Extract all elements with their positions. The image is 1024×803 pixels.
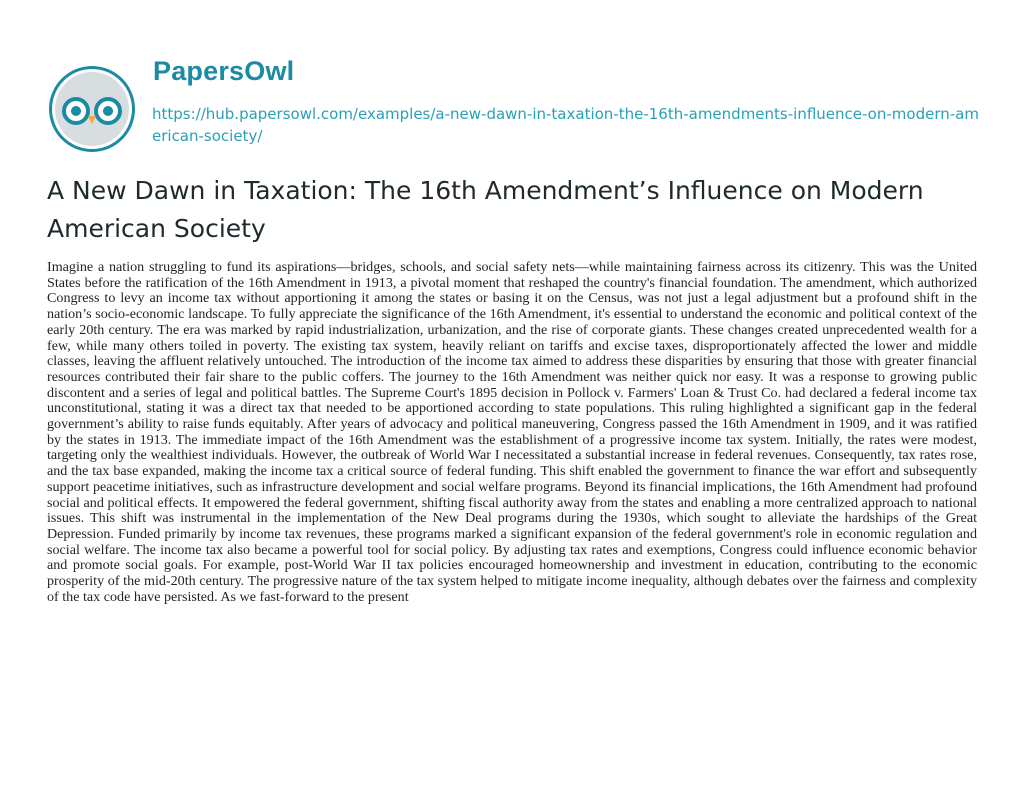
article-body: Imagine a nation struggling to fund its aspirations—bridges, schools, and social safety nets—while maintaining fairness across its citizenry. This was the United States before the ratification of the 16th Amendment in 1913, a pivotal moment that reshaped the country's financial foundation. The amendment, which authorized Congress to levy an income tax without apportioning it among the states or basing it on the Census, was not just a legal adjustment but a profound shift in the nation’s socio-economic landscape. To fully appreciate the significance of the 16th Amendment, it's essential to understand the economic and political context of the early 20th century. The era was marked by rapid industrialization, urbanization, and the rise of corporate giants. These changes created unprecedented wealth for a few, while many others toiled in poverty. The existing tax system, heavily reliant on tariffs and excise taxes, disproportionately affected the lower and middle classes, leaving the affluent relatively untouched. The introduction of the income tax aimed to address these disparities by ensuring that those with greater financial resources contributed their fair share to the public coffers. The journey to the 16th Amendment was neither quick nor easy. It was a response to growing public discontent and a series of legal and political battles. The Supreme Court's 1895 decision in Pollock v. Farmers' Loan & Trust Co. had declared a federal income tax unconstitutional, stating it was a direct tax that needed to be apportioned according to state populations. This ruling highlighted a significant gap in the federal government’s ability to raise funds equitably. After years of advocacy and political maneuvering, Congress passed the 16th Amendment in 1909, and it was ratified by the states in 1913. The immediate impact of the 16th Amendment was the establishment of a progressive income tax system. Initially, the rates were modest, targeting only the wealthiest individuals. However, the outbreak of World War I necessitated a substantial increase in federal revenues. Consequently, tax rates rose, and the tax base expanded, making the income tax a critical source of federal funding. This shift enabled the government to finance the war effort and subsequently support peacetime initiatives, such as infrastructure development and social welfare programs. Beyond its financial implications, the 16th Amendment had profound social and political effects. It empowered the federal government, shifting fiscal authority away from the states and enabling a more centralized approach to national issues. This shift was instrumental in the implementation of the New Deal programs during the 1930s, which sought to alleviate the hardships of the Great Depression. Funded primarily by income tax revenues, these programs marked a significant expansion of the federal government's role in economic regulation and social welfare. The income tax also became a powerful tool for social policy. By adjusting tax rates and exemptions, Congress could influence economic behavior and promote social goals. For example, post-World War II tax policies encouraged homeownership and investment in education, contributing to the economic prosperity of the mid-20th century. The progressive nature of the tax system helped to mitigate income inequality, although debates over the fairness and complexity of the tax code have persisted. As we fast-forward to the present — [47, 259, 977, 605]
brand-name: PapersOwl — [153, 56, 295, 86]
owl-eyes-icon — [47, 64, 137, 154]
page-title: A New Dawn in Taxation: The 16th Amendment’s Influence on Modern American Society — [47, 176, 924, 243]
source-url-link[interactable]: https://hub.papersowl.com/examples/a-new-dawn-in-taxation-the-16th-amendments-influence-on-modern-american-society/ — [152, 105, 979, 145]
